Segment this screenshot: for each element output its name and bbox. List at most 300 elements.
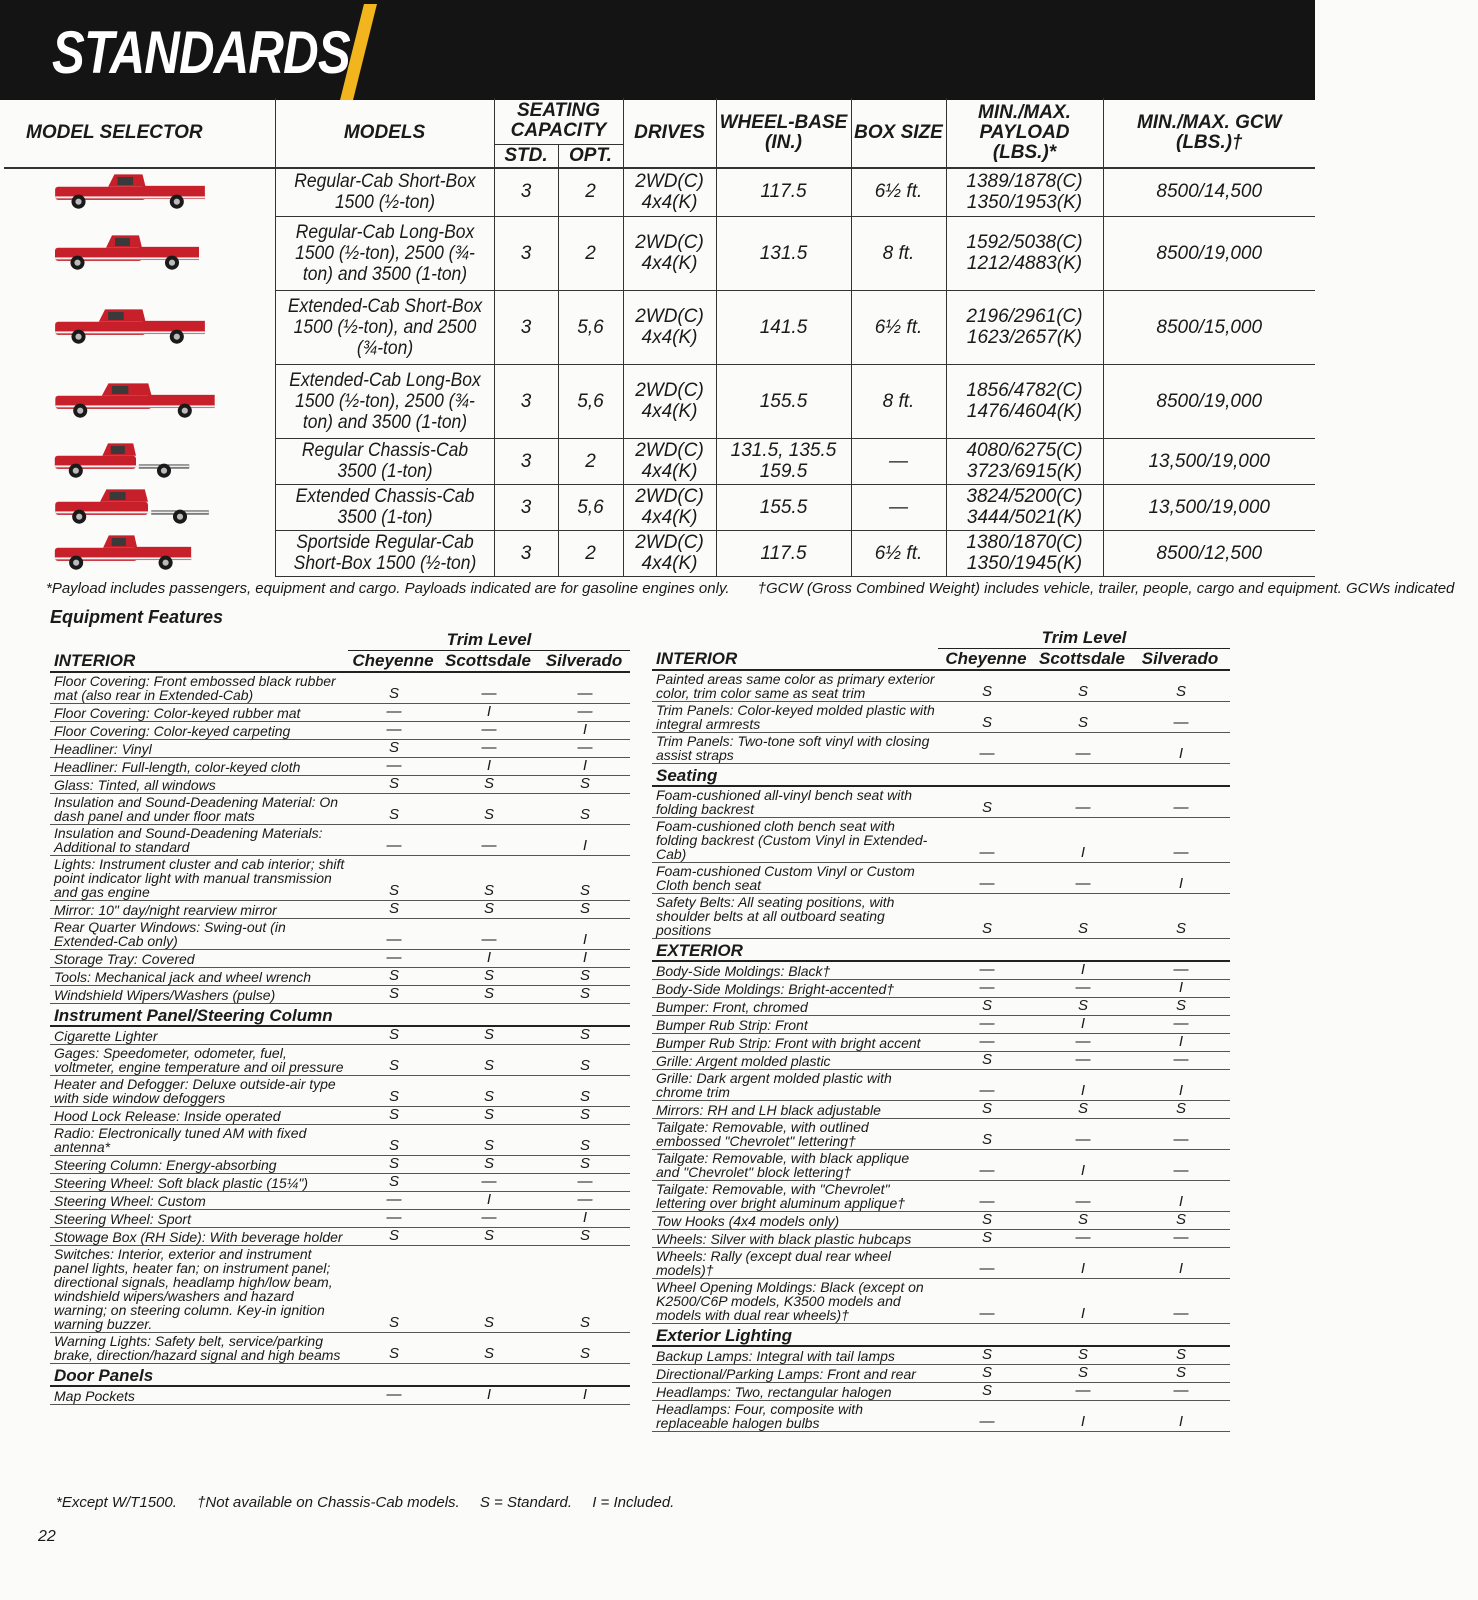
model-name-text: Sportside Regular-Cab Short-Box 1500 (½-ton) [293,532,476,574]
feature-value-silverado: — [538,1174,630,1192]
feature-value-scottsdale: S [438,1246,538,1333]
feature-value-cheyenne: — [938,1181,1034,1212]
feature-value-cheyenne: S [348,986,438,1004]
feature-value-silverado: S [538,901,630,919]
model-selector-cell [4,168,275,216]
seating-opt: 2 [558,438,623,484]
box-size: 6½ ft. [851,168,946,216]
trim-level-row [50,630,630,651]
feature-value-silverado: — [1130,1119,1230,1150]
feature-row [50,1386,630,1405]
feature-row [50,704,630,722]
legend-included: I = Included. [592,1494,675,1511]
feature-row [50,1174,630,1192]
seating-capacity-header: SEATING CAPACITY [494,98,623,144]
feature-row [50,1125,630,1156]
trim-header-silverado: Silverado [1130,649,1230,671]
seating-opt: 5,6 [558,364,623,438]
feature-value-scottsdale: — [1034,786,1130,818]
feature-value-cheyenne: S [348,672,438,704]
feature-name: Glass: Tinted, all windows [50,776,348,794]
feature-value-scottsdale: S [438,986,538,1004]
feature-value-cheyenne: — [348,919,438,950]
feature-value-silverado: I [538,1386,630,1405]
feature-row [50,919,630,950]
seating-std: 3 [494,168,558,216]
feature-value-silverado: — [538,672,630,704]
drives: 2WD(C) 4x4(K) [623,168,716,216]
feature-value-cheyenne: S [348,856,438,901]
feature-value-scottsdale: S [438,1026,538,1045]
feature-value-silverado: — [1130,818,1230,863]
payload [946,484,1103,530]
feature-name: Safety Belts: All seating positions, with shoulder belts at all outboard seating positions [652,894,938,939]
feature-name: Steering Column: Energy-absorbing [50,1156,348,1174]
feature-value-cheyenne: S [938,1383,1034,1401]
payload [946,530,1103,576]
feature-name: Steering Wheel: Soft black plastic (15¼") [50,1174,348,1192]
spec-row [4,216,1315,290]
feature-value-cheyenne: — [938,1248,1034,1279]
model-name [275,168,494,216]
feature-row [652,961,1230,980]
seating-std: 3 [494,290,558,364]
feature-name: Headliner: Vinyl [50,740,348,758]
drives: 2WD(C) 4x4(K) [623,364,716,438]
spec-row [4,530,1315,576]
sportside-truck-icon [52,531,194,575]
feature-value-cheyenne: S [938,1119,1034,1150]
feature-value-scottsdale: I [1034,818,1130,863]
feature-value-cheyenne: S [348,1045,438,1076]
extended-chassis-cab-truck-icon [52,485,212,529]
feature-row [652,1383,1230,1401]
feature-name: Wheels: Silver with black plastic hubcaps [652,1230,938,1248]
feature-name: Switches: Interior, exterior and instrument panel lights, heater fan; on instrument panel; directional signals, headlamp high/low beam, windshield wipers/washers and hazard warning; on steering column. Key-in ignition warning buzzer. [50,1246,348,1333]
feature-value-silverado: — [1130,961,1230,980]
feature-value-cheyenne: S [348,1026,438,1045]
legend-except: *Except W/T1500. [56,1494,177,1511]
feature-name: Tailgate: Removable, with black applique and "Chevrolet" block lettering† [652,1150,938,1181]
feature-value-silverado: S [538,776,630,794]
feature-value-scottsdale: — [1034,1052,1130,1070]
title-banner [0,0,1315,100]
feature-row [50,722,630,740]
model-name-text: Extended-Cab Short-Box 1500 (½-ton), and 2500 (¾-ton) [287,295,482,359]
feature-value-silverado: I [1130,1070,1230,1101]
feature-value-cheyenne: S [938,1365,1034,1383]
feature-value-scottsdale: — [438,740,538,758]
feature-value-scottsdale: I [1034,1070,1130,1101]
feature-value-scottsdale: — [438,1174,538,1192]
feature-value-silverado: S [1130,998,1230,1016]
feature-row [50,758,630,776]
payload-c: 2196/2961(C) [966,306,1083,327]
trim-header-cheyenne: Cheyenne [348,651,438,673]
wheelbase: 131.5 [716,216,851,290]
feature-value-scottsdale: S [438,794,538,825]
opt-header: OPT. [558,144,623,168]
feature-value-cheyenne: S [938,702,1034,733]
feature-row [652,1034,1230,1052]
feature-name: Tow Hooks (4x4 models only) [652,1212,938,1230]
feature-row [652,998,1230,1016]
std-header: STD. [494,144,558,168]
feature-row [50,986,630,1004]
feature-value-scottsdale: — [1034,980,1130,998]
feature-value-silverado: — [1130,1016,1230,1034]
feature-row [50,1076,630,1107]
box-size: — [851,438,946,484]
trim-header-silverado: Silverado [538,651,630,673]
feature-value-scottsdale: — [438,919,538,950]
feature-row [652,1230,1230,1248]
feature-row [652,980,1230,998]
feature-value-silverado: — [538,1192,630,1210]
feature-row [652,670,1230,702]
feature-value-silverado: I [1130,733,1230,764]
feature-name: Backup Lamps: Integral with tail lamps [652,1346,938,1365]
spec-footnotes [46,580,1455,597]
feature-name: Gages: Speedometer, odometer, fuel, voltmeter, engine temperature and oil pressure [50,1045,348,1076]
payload-k: 1476/4604(K) [966,401,1083,422]
feature-row [50,672,630,704]
feature-value-scottsdale: I [438,704,538,722]
feature-value-scottsdale: S [438,1045,538,1076]
feature-value-silverado: S [538,1076,630,1107]
feature-row [652,733,1230,764]
section-title: Door Panels [50,1364,630,1387]
feature-row [50,1210,630,1228]
seating-std: 3 [494,530,558,576]
feature-value-cheyenne: S [938,1052,1034,1070]
model-name-text: Regular-Cab Long-Box 1500 (½-ton), 2500 (¾-ton) and 3500 (1-ton) [294,221,475,285]
feature-value-cheyenne: S [938,670,1034,702]
feature-value-scottsdale: — [438,825,538,856]
section-title: Seating [652,764,1230,787]
spec-row [4,168,1315,216]
feature-name: Trim Panels: Two-tone soft vinyl with closing assist straps [652,733,938,764]
model-spec-table [4,98,1315,577]
longbox-truck-icon [52,231,202,275]
model-selector-cell [4,484,275,530]
section-header-row [652,939,1230,962]
chassis-cab-truck-icon [52,439,192,483]
payload-k: 1212/4883(K) [966,253,1083,274]
spec-row [4,484,1315,530]
feature-row [652,1101,1230,1119]
feature-value-scottsdale: S [438,1107,538,1125]
feature-value-cheyenne: S [348,794,438,825]
legend-not-available: †Not available on Chassis-Cab models. [197,1494,460,1511]
seating-opt: 5,6 [558,290,623,364]
feature-value-silverado: — [1130,1279,1230,1324]
feature-value-scottsdale: I [1034,1016,1130,1034]
feature-value-cheyenne: S [938,1230,1034,1248]
seating-opt: 2 [558,216,623,290]
payload-c: 1856/4782(C) [966,380,1083,401]
feature-value-silverado: S [538,1156,630,1174]
feature-value-scottsdale: S [438,856,538,901]
feature-value-cheyenne: — [348,825,438,856]
feature-value-cheyenne: S [938,1212,1034,1230]
feature-value-silverado: — [1130,1230,1230,1248]
feature-value-scottsdale: — [438,672,538,704]
feature-value-silverado: S [538,1045,630,1076]
column-header-row [50,651,630,673]
feature-value-silverado: I [1130,1248,1230,1279]
feature-value-silverado: S [538,856,630,901]
wheelbase: 155.5 [716,484,851,530]
feature-value-cheyenne: S [938,786,1034,818]
spec-row [4,364,1315,438]
payload [946,364,1103,438]
model-name-text: Regular Chassis-Cab 3500 (1-ton) [301,440,468,482]
drives: 2WD(C) 4x4(K) [623,290,716,364]
wheelbase: 117.5 [716,530,851,576]
model-name [275,438,494,484]
feature-value-scottsdale: S [438,1156,538,1174]
payload-c: 1592/5038(C) [966,232,1083,253]
feature-name: Tailgate: Removable, with "Chevrolet" lettering over bright aluminum applique† [652,1181,938,1212]
feature-value-cheyenne: S [348,1107,438,1125]
box-size: — [851,484,946,530]
wheelbase-header: WHEEL-BASE (IN.) [716,98,851,168]
feature-value-scottsdale: S [1034,998,1130,1016]
payload-footnote: *Payload includes passengers, equipment and cargo. Payloads indicated are for gasoline engines only. [46,580,730,597]
feature-value-silverado: I [1130,1181,1230,1212]
feature-value-cheyenne: — [938,863,1034,894]
models-header: MODELS [275,98,494,168]
feature-row [652,786,1230,818]
feature-value-silverado: S [538,1228,630,1246]
feature-row [50,901,630,919]
drives: 2WD(C) 4x4(K) [623,216,716,290]
trim-header-scottsdale: Scottsdale [1034,649,1130,671]
feature-value-scottsdale: — [1034,1034,1130,1052]
gcw-header: MIN./MAX. GCW (LBS.)† [1103,98,1315,168]
feature-row [50,1045,630,1076]
section-title: INTERIOR [50,651,348,673]
gcw: 8500/19,000 [1103,216,1315,290]
feature-value-cheyenne: S [938,998,1034,1016]
feature-value-cheyenne: S [348,1076,438,1107]
feature-value-silverado: — [1130,1052,1230,1070]
feature-value-silverado: S [1130,1101,1230,1119]
feature-name: Headlamps: Four, composite with replaceable halogen bulbs [652,1401,938,1432]
feature-value-silverado: I [538,758,630,776]
feature-value-cheyenne: S [348,968,438,986]
feature-row [50,1192,630,1210]
feature-value-silverado: I [538,722,630,740]
feature-value-cheyenne: S [938,1101,1034,1119]
feature-value-silverado: — [538,740,630,758]
feature-row [50,1333,630,1364]
feature-value-scottsdale: — [1034,1119,1130,1150]
feature-row [50,1107,630,1125]
model-selector-cell [4,438,275,484]
feature-row [652,1279,1230,1324]
feature-value-scottsdale: — [1034,1230,1130,1248]
model-name [275,530,494,576]
feature-value-silverado: I [1130,980,1230,998]
feature-value-cheyenne: — [938,961,1034,980]
feature-name: Bumper Rub Strip: Front with bright accent [652,1034,938,1052]
feature-name: Windshield Wipers/Washers (pulse) [50,986,348,1004]
feature-name: Headliner: Full-length, color-keyed cloth [50,758,348,776]
trim-level-label: Trim Level [348,630,630,651]
feature-value-scottsdale: S [438,901,538,919]
payload-c: 3824/5200(C) [966,486,1083,507]
feature-value-cheyenne: S [938,894,1034,939]
column-header-row [652,649,1230,671]
feature-row [50,968,630,986]
feature-value-silverado: S [538,1246,630,1333]
feature-row [652,863,1230,894]
feature-value-scottsdale: S [1034,894,1130,939]
feature-value-silverado: I [1130,1034,1230,1052]
feature-value-silverado: S [538,1333,630,1364]
feature-row [652,1248,1230,1279]
feature-name: Map Pockets [50,1386,348,1405]
feature-value-silverado: — [1130,702,1230,733]
feature-row [50,740,630,758]
feature-row [652,1401,1230,1432]
feature-value-cheyenne: S [348,1246,438,1333]
feature-name: Floor Covering: Front embossed black rubber mat (also rear in Extended-Cab) [50,672,348,704]
model-selector-cell [4,364,275,438]
feature-value-cheyenne: — [348,758,438,776]
feature-value-scottsdale: S [1034,702,1130,733]
payload [946,290,1103,364]
feature-value-scottsdale: S [438,968,538,986]
wheelbase: 117.5 [716,168,851,216]
feature-value-silverado: — [1130,1383,1230,1401]
feature-value-scottsdale: S [1034,670,1130,702]
model-name [275,364,494,438]
feature-value-silverado: S [538,794,630,825]
feature-value-scottsdale: I [1034,1401,1130,1432]
spec-row [4,438,1315,484]
model-name [275,290,494,364]
feature-value-cheyenne: S [348,1125,438,1156]
model-name-text: Extended-Cab Long-Box 1500 (½-ton), 2500 (¾-ton) and 3500 (1-ton) [288,369,481,433]
feature-name: Steering Wheel: Custom [50,1192,348,1210]
equipment-table-left [50,630,630,1405]
legend-standard: S = Standard. [479,1494,573,1511]
feature-value-cheyenne: S [348,1333,438,1364]
feature-row [652,1212,1230,1230]
box-size: 8 ft. [851,216,946,290]
feature-value-scottsdale: S [438,1333,538,1364]
feature-value-silverado: I [538,919,630,950]
feature-value-scottsdale: — [1034,1383,1130,1401]
feature-value-scottsdale: S [438,1076,538,1107]
model-name-text: Extended Chassis-Cab 3500 (1-ton) [295,486,474,528]
feature-value-cheyenne: — [938,1070,1034,1101]
feature-value-scottsdale: — [438,722,538,740]
payload-k: 1623/2657(K) [966,327,1083,348]
feature-value-silverado: S [538,1125,630,1156]
section-title: Exterior Lighting [652,1324,1230,1347]
feature-value-silverado: S [1130,894,1230,939]
page-number: 22 [38,1528,56,1545]
feature-value-cheyenne: — [938,1016,1034,1034]
feature-name: Foam-cushioned cloth bench seat with folding backrest (Custom Vinyl in Extended-Cab) [652,818,938,863]
feature-name: Wheel Opening Moldings: Black (except on K2500/C6P models, K3500 models and models with dual rear wheels)† [652,1279,938,1324]
wheelbase: 155.5 [716,364,851,438]
feature-value-scottsdale: I [1034,1150,1130,1181]
feature-row [652,894,1230,939]
box-size: 6½ ft. [851,290,946,364]
feature-value-silverado: S [1130,670,1230,702]
feature-value-cheyenne: — [348,1386,438,1405]
spec-row [4,290,1315,364]
feature-row [50,1228,630,1246]
feature-value-silverado: I [538,1210,630,1228]
feature-value-silverado: S [1130,1346,1230,1365]
feature-row [50,1156,630,1174]
extended-shortbox-truck-icon [52,305,208,349]
drives: 2WD(C) 4x4(K) [623,484,716,530]
feature-value-cheyenne: — [938,733,1034,764]
trim-header-scottsdale: Scottsdale [438,651,538,673]
feature-row [652,1150,1230,1181]
feature-row [652,1016,1230,1034]
trim-level-label: Trim Level [938,628,1230,649]
feature-value-cheyenne: — [938,980,1034,998]
feature-row [652,702,1230,733]
gcw: 13,500/19,000 [1103,484,1315,530]
seating-opt: 2 [558,530,623,576]
feature-name: Bumper: Front, chromed [652,998,938,1016]
feature-value-cheyenne: S [348,740,438,758]
feature-value-silverado: I [538,825,630,856]
seating-std: 3 [494,438,558,484]
feature-name: Tailgate: Removable, with outlined embossed "Chevrolet" lettering† [652,1119,938,1150]
feature-name: Floor Covering: Color-keyed carpeting [50,722,348,740]
feature-row [652,1070,1230,1101]
feature-value-scottsdale: S [1034,1346,1130,1365]
feature-value-scottsdale: I [438,1192,538,1210]
feature-value-silverado: S [1130,1212,1230,1230]
feature-name: Insulation and Sound-Deadening Material: On dash panel and under floor mats [50,794,348,825]
feature-row [652,1365,1230,1383]
feature-value-scottsdale: I [1034,1248,1130,1279]
feature-row [50,1246,630,1333]
payload [946,438,1103,484]
feature-name: Bumper Rub Strip: Front [652,1016,938,1034]
feature-value-scottsdale: S [1034,1365,1130,1383]
feature-row [50,794,630,825]
payload-header: MIN./MAX. PAYLOAD (LBS.)* [946,98,1103,168]
feature-value-scottsdale: S [438,776,538,794]
feature-value-scottsdale: S [438,1228,538,1246]
section-title: INTERIOR [652,649,938,671]
model-name [275,484,494,530]
feature-name: Stowage Box (RH Side): With beverage holder [50,1228,348,1246]
model-selector-cell [4,530,275,576]
gcw: 13,500/19,000 [1103,438,1315,484]
feature-name: Rear Quarter Windows: Swing-out (in Extended-Cab only) [50,919,348,950]
gcw: 8500/14,500 [1103,168,1315,216]
page-title: STANDARDS [52,19,350,86]
model-name-text: Regular-Cab Short-Box 1500 (½-ton) [293,170,476,213]
feature-value-scottsdale: I [1034,961,1130,980]
feature-value-cheyenne: S [348,1156,438,1174]
feature-value-silverado: S [538,968,630,986]
box-size-header: BOX SIZE [851,98,946,168]
